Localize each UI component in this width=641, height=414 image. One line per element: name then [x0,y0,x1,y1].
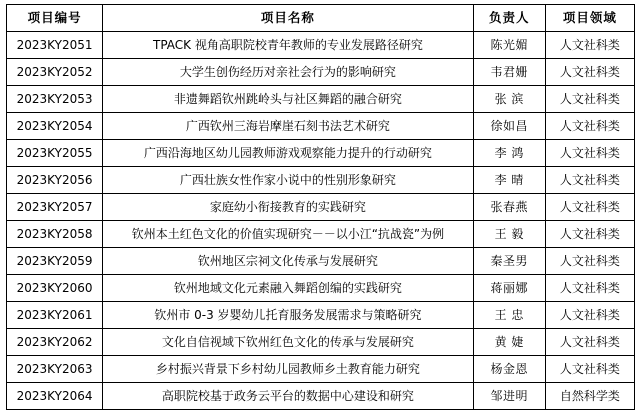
table-row [7,59,635,86]
cell-name: 钦州本土红色文化的价值实现研究－－以小江“抗战瓷”为例 [103,221,474,248]
cell-field: 人文社科类 [545,140,634,167]
cell-code: 2023KY2061 [7,302,103,329]
cell-code: 2023KY2058 [7,221,103,248]
cell-field: 人文社科类 [545,329,634,356]
cell-leader: 陈光媚 [473,32,545,59]
cell-field: 人文社科类 [545,194,634,221]
cell-code: 2023KY2063 [7,356,103,383]
table-row [7,275,635,302]
cell-name: 乡村振兴背景下乡村幼儿园教师乡土教育能力研究 [103,356,474,383]
cell-name: 高职院校基于政务云平台的数据中心建设和研究 [103,383,474,410]
table-row [7,302,635,329]
table-row [7,329,635,356]
cell-leader: 李 鸿 [473,140,545,167]
cell-name: 广西壮族女性作家小说中的性别形象研究 [103,167,474,194]
cell-code: 2023KY2052 [7,59,103,86]
cell-name: 广西沿海地区幼儿园教师游戏观察能力提升的行动研究 [103,140,474,167]
column-header-leader: 负责人 [473,5,545,32]
table-row [7,194,635,221]
cell-name: 非遗舞蹈钦州跳岭头与社区舞蹈的融合研究 [103,86,474,113]
cell-name: 家庭幼小衔接教育的实践研究 [103,194,474,221]
cell-code: 2023KY2057 [7,194,103,221]
cell-leader: 徐如昌 [473,113,545,140]
table-row [7,248,635,275]
cell-leader: 杨金恩 [473,356,545,383]
cell-field: 人文社科类 [545,302,634,329]
cell-leader: 秦圣男 [473,248,545,275]
cell-name: 广西钦州三海岩摩崖石刻书法艺术研究 [103,113,474,140]
cell-leader: 张春燕 [473,194,545,221]
table-header-row [7,5,635,32]
cell-field: 人文社科类 [545,275,634,302]
column-header-code: 项目编号 [7,5,103,32]
cell-field: 人文社科类 [545,59,634,86]
cell-leader: 蒋丽娜 [473,275,545,302]
cell-name: 钦州地区宗祠文化传承与发展研究 [103,248,474,275]
cell-leader: 黄 婕 [473,329,545,356]
table-row [7,140,635,167]
cell-field: 人文社科类 [545,356,634,383]
cell-field: 人文社科类 [545,248,634,275]
cell-code: 2023KY2051 [7,32,103,59]
cell-code: 2023KY2055 [7,140,103,167]
cell-code: 2023KY2062 [7,329,103,356]
cell-leader: 王 忠 [473,302,545,329]
cell-name: TPACK 视角高职院校青年教师的专业发展路径研究 [103,32,474,59]
cell-leader: 李 晴 [473,167,545,194]
cell-leader: 韦君姗 [473,59,545,86]
cell-leader: 王 毅 [473,221,545,248]
cell-name: 钦州地域文化元素融入舞蹈创编的实践研究 [103,275,474,302]
table-row [7,86,635,113]
column-header-name: 项目名称 [103,5,474,32]
cell-code: 2023KY2054 [7,113,103,140]
cell-leader: 张 滨 [473,86,545,113]
cell-code: 2023KY2064 [7,383,103,410]
cell-field: 人文社科类 [545,221,634,248]
cell-code: 2023KY2059 [7,248,103,275]
cell-field: 人文社科类 [545,86,634,113]
cell-code: 2023KY2053 [7,86,103,113]
cell-code: 2023KY2056 [7,167,103,194]
cell-field: 人文社科类 [545,167,634,194]
cell-code: 2023KY2060 [7,275,103,302]
cell-field: 人文社科类 [545,32,634,59]
column-header-field: 项目领域 [545,5,634,32]
table-row [7,167,635,194]
project-list-table [6,4,635,410]
table-body [7,32,635,410]
cell-leader: 邹进明 [473,383,545,410]
cell-field: 自然科学类 [545,383,634,410]
table-row [7,383,635,410]
table-row [7,32,635,59]
table-row [7,356,635,383]
cell-name: 文化自信视域下钦州红色文化的传承与发展研究 [103,329,474,356]
table-row [7,113,635,140]
cell-name: 钦州市 0-3 岁婴幼儿托育服务发展需求与策略研究 [103,302,474,329]
table-row [7,221,635,248]
cell-name: 大学生创伤经历对亲社会行为的影响研究 [103,59,474,86]
cell-field: 人文社科类 [545,113,634,140]
